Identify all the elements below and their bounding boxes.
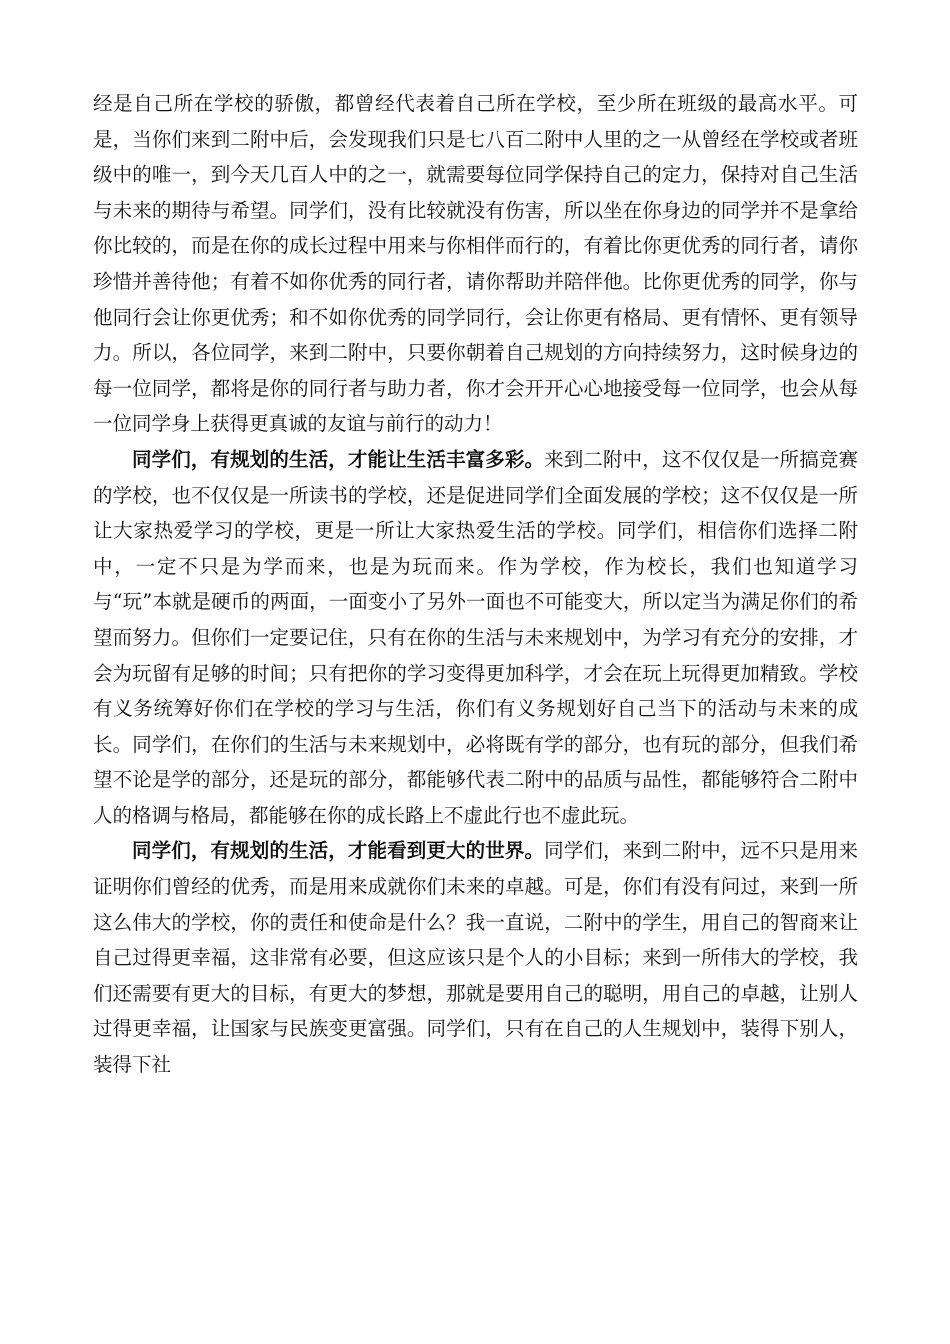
paragraph-2-text: 来到二附中，这不仅仅是一所搞竞赛的学校，也不仅仅是一所读书的学校，还是促进同学们全面发展的学校；这不仅仅是一所让大家热爱学习的学校，更是一所让大家热爱生活的学校。同学们，相信你们选择二附中，一定不只是为学而来，也是为玩而来。作为学校，作为校长，我们也知道学习与“玩”本就是硬币的两面，一面变小了另外一面也不可能变大，所以定当为满足你们的希望而努力。但你们一定要记住，只有在你的生活与未来规划中，为学习有充分的安排，才会为玩留有足够的时间；只有把你的学习变得更加科学，才会在玩上玩得更加精致。学校有义务统筹好你们在学校的学习与生活，你们有义务规划好自己当下的活动与未来的成长。同学们，在你们的生活与未来规划中，必将既有学的部分，也有玩的部分，但我们希望不论是学的部分，还是玩的部分，都能够代表二附中的品质与品性，都能够符合二附中人的格调与格局，都能够在你的成长路上不虚此行也不虚此玩。 <box>93 447 858 827</box>
paragraph-1-text: 经是自己所在学校的骄傲，都曾经代表着自己所在学校，至少所在班级的最高水平。可是，当你们来到二附中后，会发现我们只是七八百二附中人里的之一从曾经在学校或者班级中的唯一，到今天几百人中的之一，就需要每位同学保持自己的定力，保持对自己生活与未来的期待与希望。同学们，没有比较就没有伤害，所以坐在你身边的同学并不是拿给你比较的，而是在你的成长过程中用来与你相伴而行的，有着比你更优秀的同行者，请你珍惜并善待他；有着不如你优秀的同行者，请你帮助并陪伴他。比你更优秀的同学，你与他同行会让你更优秀；和不如你优秀的同学同行，会让你更有格局、更有情怀、更有领导力。所以，各位同学，来到二附中，只要你朝着自己规划的方向持续努力，这时候身边的每一位同学，都将是你的同行者与助力者，你才会开开心心地接受每一位同学，也会从每一位同学身上获得更真诚的友谊与前行的动力！ <box>93 92 858 436</box>
paragraph-2 <box>93 442 858 834</box>
paragraph-1 <box>93 86 858 442</box>
paragraph-2-lead: 同学们，有规划的生活，才能让生活丰富多彩。 <box>132 447 545 471</box>
paragraph-3-lead: 同学们，有规划的生活，才能看到更大的世界。 <box>132 839 545 863</box>
paragraph-3 <box>93 833 858 1082</box>
paragraph-3-text: 同学们，来到二附中，远不只是用来证明你们曾经的优秀，而是用来成就你们未来的卓越。可是，你们有没有问过，来到一所这么伟大的学校，你的责任和使命是什么？我一直说，二附中的学生，用自己的智商来让自己过得更幸福，这非常有必要，但这应该只是个人的小目标；来到一所伟大的学校，我们还需要有更大的目标，有更大的梦想，那就是要用自己的聪明，用自己的卓越，让别人过得更幸福，让国家与民族变更富强。同学们，只有在自己的人生规划中，装得下别人，装得下社 <box>93 839 858 1077</box>
document-page <box>93 86 858 1083</box>
